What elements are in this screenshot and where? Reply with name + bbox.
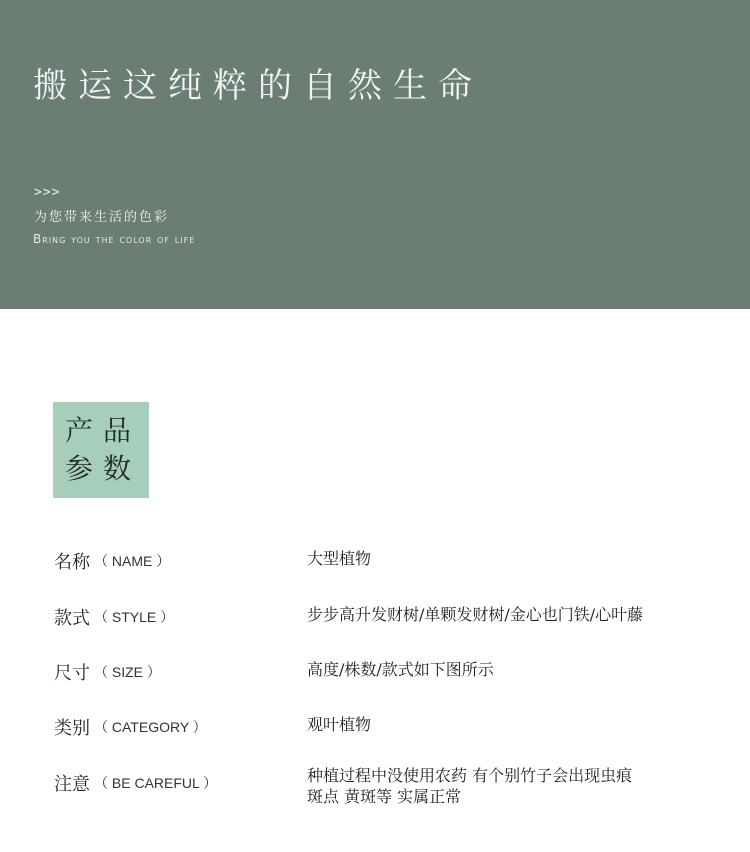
param-label-en: （ SIZE ）	[94, 664, 161, 680]
param-value-line: 观叶植物	[307, 715, 372, 734]
param-value	[307, 548, 727, 569]
param-label-cn: 类别	[54, 718, 90, 739]
param-value-line: 大型植物	[307, 549, 372, 568]
param-label-en: （ BE CAREFUL ）	[94, 775, 218, 791]
param-value-line: 斑点 黄斑等 实属正常	[307, 787, 462, 806]
badge-line-2: 参数	[65, 452, 142, 485]
param-value	[307, 765, 727, 807]
param-label-cn: 款式	[54, 608, 90, 629]
param-label-cn: 名称	[54, 552, 90, 573]
section-badge	[53, 402, 149, 498]
param-label-en: （ CATEGORY ）	[94, 719, 207, 735]
param-value-line: 高度/株数/款式如下图所示	[307, 660, 494, 679]
param-value-line: 种植过程中没使用农药 有个别竹子会出现虫痕	[307, 766, 633, 785]
param-value	[307, 604, 727, 625]
hero-banner	[0, 0, 750, 309]
param-label-en: （ STYLE ）	[94, 609, 175, 625]
arrows-decoration: >>>	[34, 185, 61, 200]
param-label-cn: 注意	[54, 774, 90, 795]
badge-line-1: 产品	[65, 414, 142, 447]
param-value	[307, 659, 727, 680]
param-value	[307, 714, 727, 735]
hero-subtitle-en: Bring you the color of life	[33, 232, 196, 246]
hero-title: 搬运这纯粹的自然生命	[33, 66, 483, 106]
param-label-en: （ NAME ）	[94, 553, 171, 569]
param-label-cn: 尺寸	[54, 663, 90, 684]
hero-subtitle-cn: 为您带来生活的色彩	[34, 210, 170, 225]
param-value-line: 步步高升发财树/单颗发财树/金心也门铁/心叶藤	[307, 605, 644, 624]
